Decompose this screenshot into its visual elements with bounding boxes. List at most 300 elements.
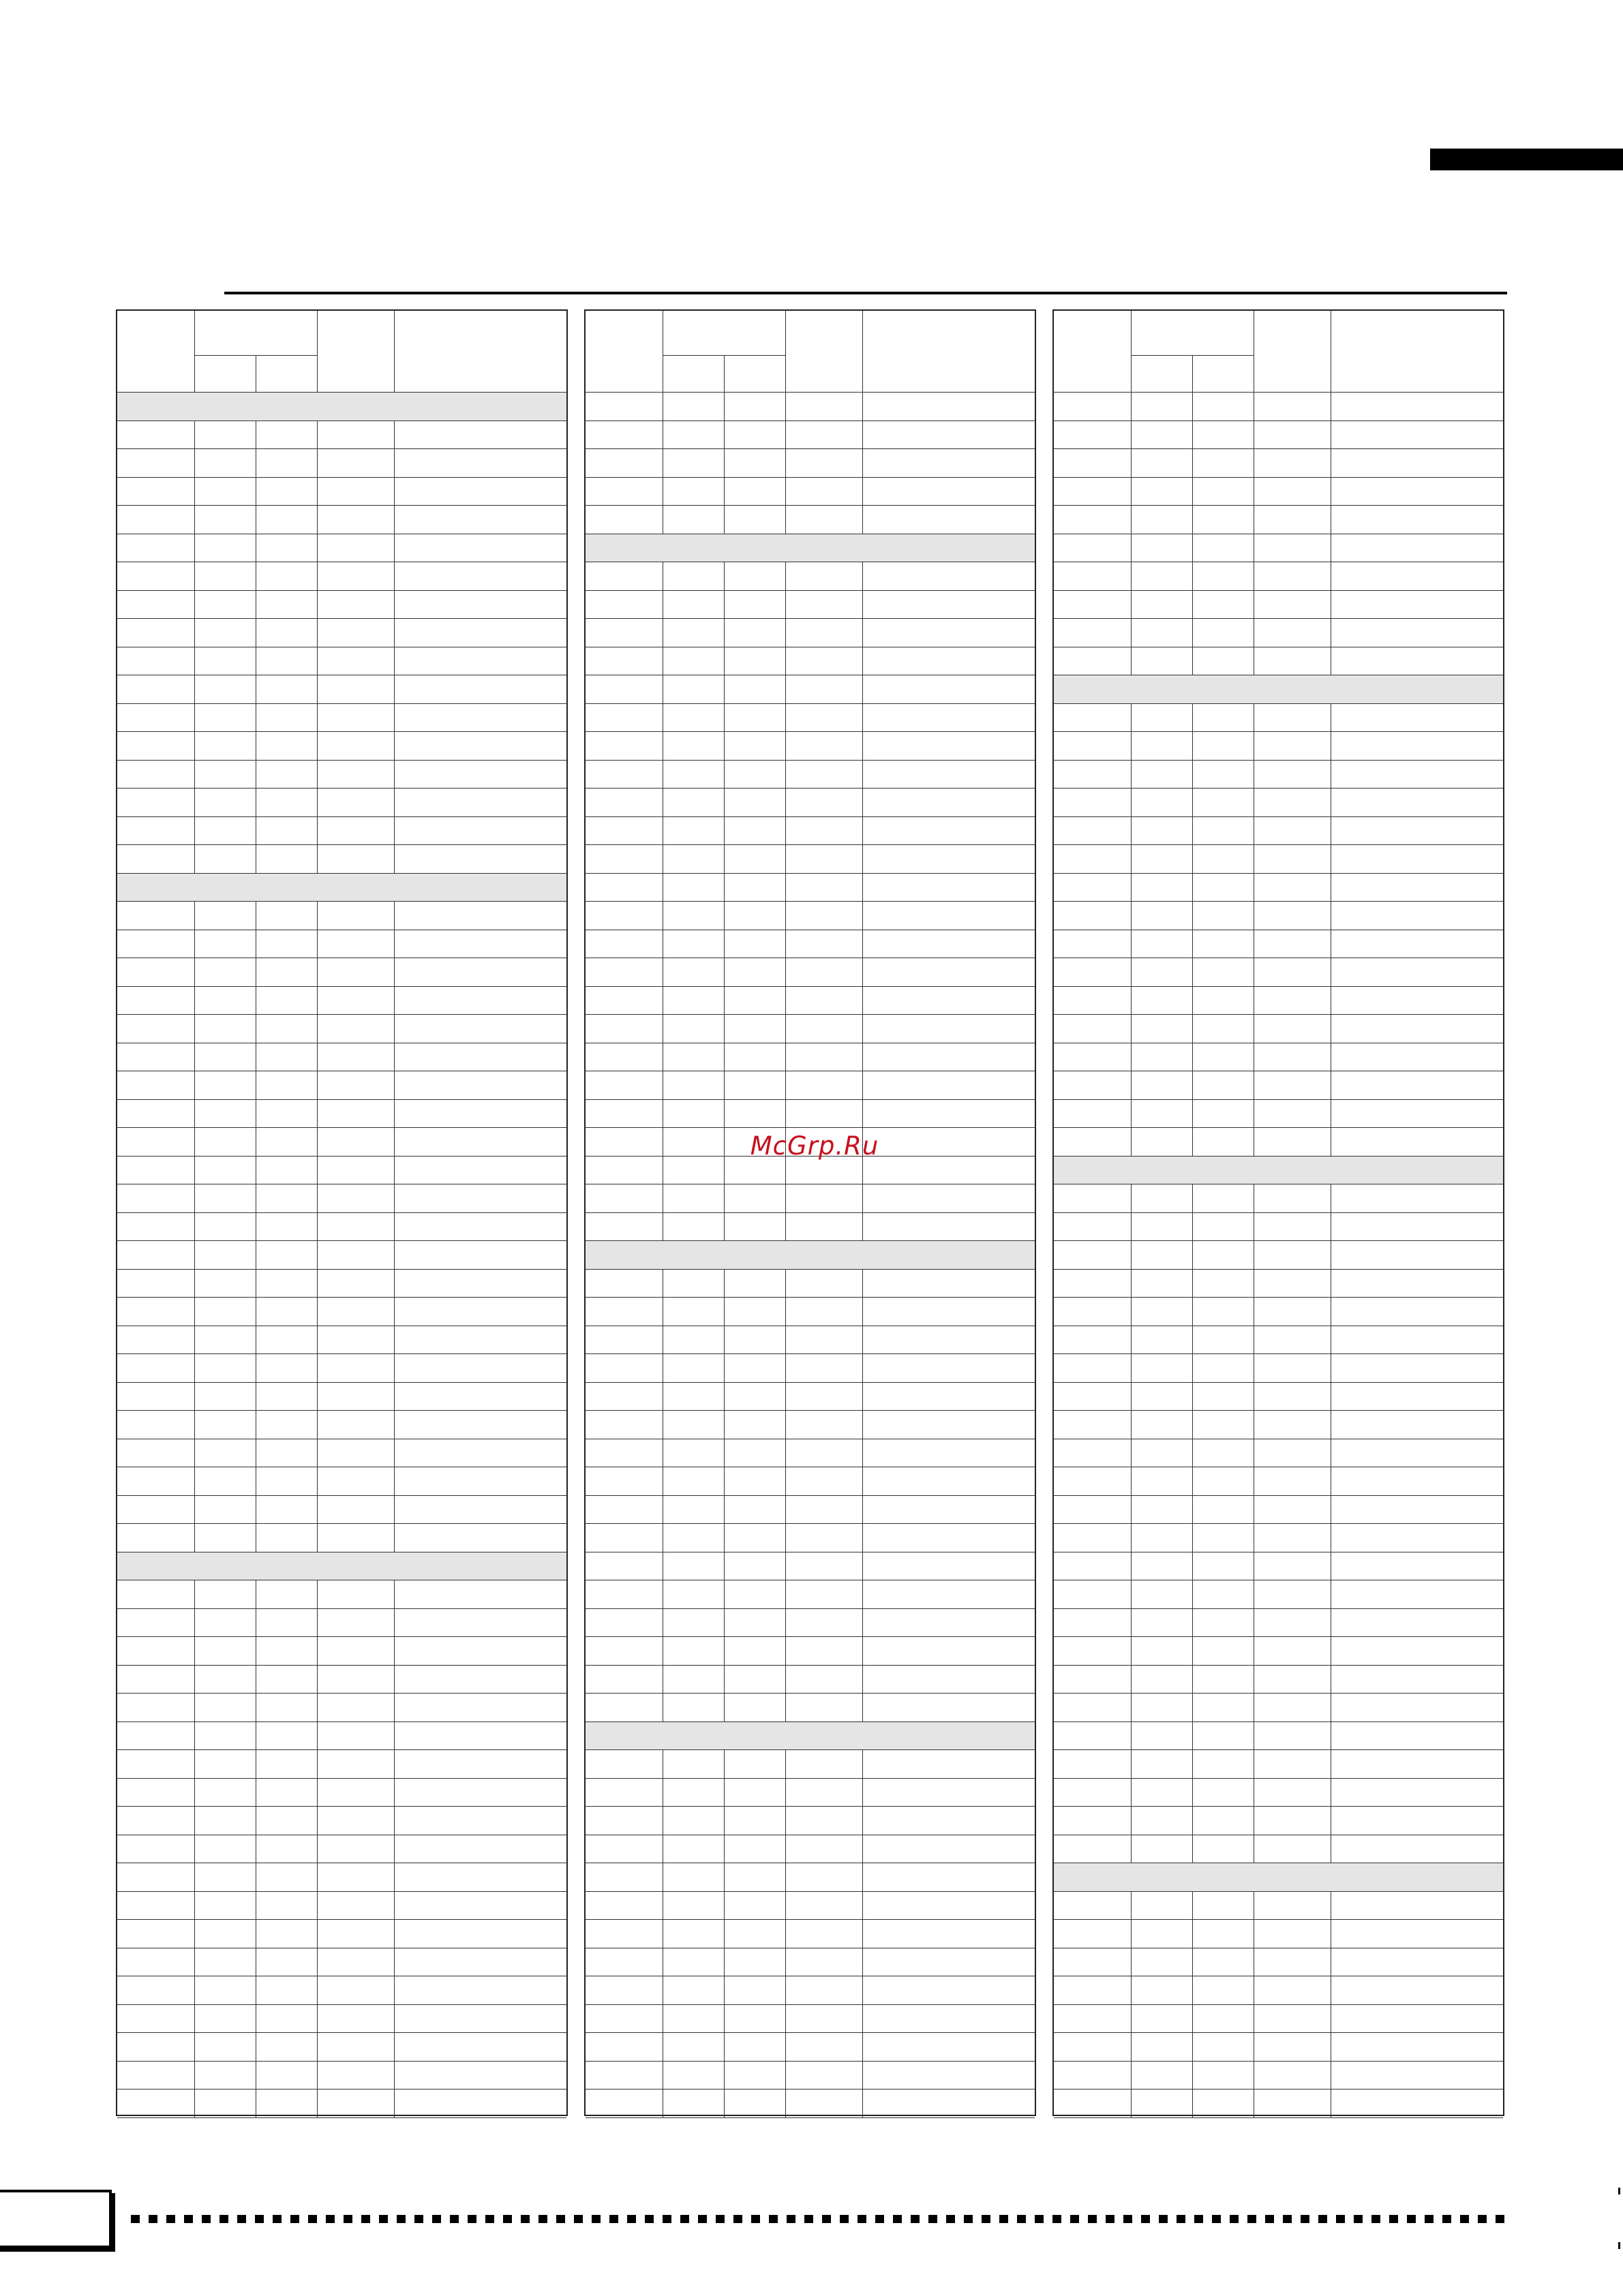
- column-divider: [785, 1694, 786, 1721]
- column-divider: [394, 478, 395, 506]
- column-divider: [194, 1439, 195, 1467]
- column-divider: [1131, 1976, 1132, 2004]
- column-divider: [317, 1184, 318, 1212]
- column-divider: [785, 1496, 786, 1524]
- column-divider: [785, 1383, 786, 1411]
- column-divider: [724, 987, 725, 1015]
- column-divider: [194, 789, 195, 816]
- column-divider: [1192, 1071, 1193, 1099]
- column-divider: [1131, 393, 1132, 420]
- column-divider: [1131, 1128, 1132, 1156]
- column-divider: [317, 1892, 318, 1920]
- column-divider: [862, 421, 863, 449]
- table-row: [586, 874, 1035, 902]
- column-divider: [1192, 732, 1193, 760]
- column-divider: [1192, 619, 1193, 647]
- table-row: [1054, 958, 1503, 987]
- table-row: [586, 1863, 1035, 1892]
- table-row: [1054, 874, 1503, 902]
- column-divider: [394, 1948, 395, 1976]
- table-middle: [584, 309, 1036, 2116]
- column-divider: [1192, 1354, 1193, 1382]
- table-row: [1054, 393, 1503, 421]
- table-row: [1054, 2033, 1503, 2062]
- column-divider: [1131, 2090, 1132, 2117]
- column-divider: [1131, 1580, 1132, 1608]
- column-divider: [317, 845, 318, 873]
- column-divider: [194, 1411, 195, 1439]
- table-row: [117, 534, 566, 563]
- column-divider: [1192, 421, 1193, 449]
- column-divider: [194, 1637, 195, 1665]
- column-divider: [317, 2033, 318, 2061]
- column-divider: [1131, 2033, 1132, 2061]
- table-row: [586, 619, 1035, 647]
- column-divider: [785, 2090, 786, 2117]
- column-divider: [724, 1694, 725, 1721]
- column-divider: [862, 1184, 863, 1212]
- column-divider: [1131, 1920, 1132, 1948]
- column-divider: [317, 902, 318, 930]
- table-row: [1054, 1580, 1503, 1609]
- column-divider: [724, 591, 725, 619]
- table-row: [586, 930, 1035, 959]
- header-column-divider: [862, 311, 863, 393]
- column-divider: [394, 902, 395, 930]
- column-divider: [317, 2062, 318, 2090]
- column-divider: [862, 1666, 863, 1694]
- table-row: [586, 1835, 1035, 1864]
- column-divider: [1131, 902, 1132, 930]
- column-divider: [194, 1043, 195, 1071]
- column-divider: [1192, 761, 1193, 789]
- table-row: [586, 647, 1035, 676]
- table-row: [117, 930, 566, 959]
- table-row: [1054, 1750, 1503, 1779]
- edge-mark: [1618, 2188, 1620, 2194]
- column-divider: [785, 393, 786, 420]
- column-divider: [1192, 789, 1193, 816]
- column-divider: [785, 1666, 786, 1694]
- column-divider: [1192, 930, 1193, 958]
- column-divider: [194, 987, 195, 1015]
- section-row: [117, 393, 566, 421]
- column-divider: [1131, 534, 1132, 562]
- column-divider: [862, 2005, 863, 2033]
- column-divider: [1192, 1637, 1193, 1665]
- column-divider: [862, 1637, 863, 1665]
- column-divider: [724, 1015, 725, 1043]
- column-divider: [194, 2005, 195, 2033]
- column-divider: [317, 1666, 318, 1694]
- column-divider: [394, 761, 395, 789]
- table-row: [117, 1015, 566, 1043]
- column-divider: [194, 1354, 195, 1382]
- table-row: [117, 619, 566, 647]
- table-row: [1054, 1100, 1503, 1129]
- column-divider: [1131, 2005, 1132, 2033]
- column-divider: [785, 1298, 786, 1326]
- column-divider: [194, 845, 195, 873]
- section-row: [1054, 1157, 1503, 1185]
- table-row: [117, 1467, 566, 1496]
- column-divider: [1192, 1580, 1193, 1608]
- table-row: [586, 987, 1035, 1015]
- column-divider: [1192, 1666, 1193, 1694]
- table-row: [1054, 1128, 1503, 1157]
- column-divider: [317, 449, 318, 477]
- column-divider: [394, 958, 395, 986]
- column-divider: [1192, 704, 1193, 732]
- column-divider: [394, 506, 395, 534]
- column-divider: [194, 619, 195, 647]
- column-divider: [1192, 2090, 1193, 2117]
- column-divider: [862, 1043, 863, 1071]
- column-divider: [1192, 1722, 1193, 1750]
- column-divider: [317, 1863, 318, 1891]
- column-divider: [194, 1750, 195, 1778]
- table-row: [586, 789, 1035, 817]
- column-divider: [1192, 845, 1193, 873]
- column-divider: [194, 1298, 195, 1326]
- table-row: [1054, 449, 1503, 478]
- column-divider: [862, 930, 863, 958]
- column-divider: [785, 675, 786, 703]
- table-row: [117, 732, 566, 761]
- column-divider: [194, 1779, 195, 1807]
- column-divider: [862, 449, 863, 477]
- column-divider: [1192, 478, 1193, 506]
- column-divider: [785, 562, 786, 590]
- column-divider: [862, 675, 863, 703]
- column-divider: [194, 1071, 195, 1099]
- column-divider: [394, 1580, 395, 1608]
- column-divider: [724, 789, 725, 816]
- column-divider: [862, 1580, 863, 1608]
- column-divider: [394, 647, 395, 675]
- column-divider: [1192, 1467, 1193, 1495]
- column-divider: [1131, 817, 1132, 845]
- column-divider: [317, 1100, 318, 1128]
- table-row: [586, 1920, 1035, 1948]
- column-divider: [724, 1666, 725, 1694]
- column-divider: [394, 1722, 395, 1750]
- table-row: [117, 1439, 566, 1468]
- column-divider: [194, 449, 195, 477]
- section-row: [117, 1552, 566, 1581]
- table-row: [586, 421, 1035, 450]
- column-divider: [862, 647, 863, 675]
- table-row: [1054, 2090, 1503, 2118]
- column-divider: [394, 1892, 395, 1920]
- column-divider: [394, 817, 395, 845]
- column-divider: [194, 478, 195, 506]
- column-divider: [785, 1609, 786, 1637]
- column-divider: [1131, 1552, 1132, 1580]
- column-divider: [785, 761, 786, 789]
- table-row: [1054, 789, 1503, 817]
- column-divider: [317, 1270, 318, 1298]
- header-rule: [224, 292, 1507, 294]
- column-divider: [1131, 478, 1132, 506]
- column-divider: [394, 1467, 395, 1495]
- corner-tab-marker: [1430, 149, 1623, 170]
- table-row: [1054, 2062, 1503, 2090]
- column-divider: [1192, 393, 1193, 420]
- column-divider: [1131, 1835, 1132, 1863]
- column-divider: [862, 1467, 863, 1495]
- column-divider: [194, 1496, 195, 1524]
- table-row: [117, 902, 566, 930]
- column-divider: [1192, 1976, 1193, 2004]
- table-row: [586, 1779, 1035, 1807]
- column-divider: [1131, 1326, 1132, 1354]
- table-row: [117, 2090, 566, 2118]
- column-divider: [394, 789, 395, 816]
- column-divider: [317, 647, 318, 675]
- column-divider: [194, 704, 195, 732]
- section-row: [1054, 1863, 1503, 1892]
- table-row: [1054, 817, 1503, 846]
- column-divider: [394, 1750, 395, 1778]
- column-divider: [862, 1779, 863, 1807]
- table-row: [117, 1609, 566, 1638]
- table-row: [1054, 1439, 1503, 1468]
- table-row: [117, 1892, 566, 1920]
- column-divider: [862, 1439, 863, 1467]
- column-divider: [862, 393, 863, 420]
- table-row: [117, 1863, 566, 1892]
- table-row: [586, 1524, 1035, 1552]
- column-divider: [394, 1976, 395, 2004]
- column-divider: [394, 2062, 395, 2090]
- column-divider: [1131, 1354, 1132, 1382]
- column-divider: [1131, 1637, 1132, 1665]
- column-divider: [862, 2033, 863, 2061]
- column-divider: [394, 1354, 395, 1382]
- column-divider: [1192, 1552, 1193, 1580]
- table-row: [586, 1184, 1035, 1213]
- table-row: [586, 2033, 1035, 2062]
- table-row: [1054, 1892, 1503, 1920]
- table-row: [1054, 1043, 1503, 1072]
- column-divider: [785, 930, 786, 958]
- table-row: [586, 1807, 1035, 1835]
- column-divider: [724, 1298, 725, 1326]
- table-row: [117, 1071, 566, 1100]
- column-divider: [317, 478, 318, 506]
- column-divider: [724, 902, 725, 930]
- column-divider: [785, 1213, 786, 1241]
- column-divider: [785, 1750, 786, 1778]
- column-divider: [1131, 1184, 1132, 1212]
- column-divider: [1131, 1100, 1132, 1128]
- column-divider: [785, 874, 786, 902]
- column-divider: [317, 1637, 318, 1665]
- table-row: [117, 1948, 566, 1977]
- section-row: [586, 1722, 1035, 1751]
- column-divider: [1131, 1666, 1132, 1694]
- column-divider: [862, 1807, 863, 1835]
- column-divider: [394, 1100, 395, 1128]
- column-divider: [785, 421, 786, 449]
- column-divider: [724, 562, 725, 590]
- table-row: [586, 1976, 1035, 2005]
- column-divider: [317, 1750, 318, 1778]
- column-divider: [724, 1524, 725, 1552]
- table-row: [117, 1779, 566, 1807]
- table-row: [117, 987, 566, 1015]
- column-divider: [1131, 1439, 1132, 1467]
- column-divider: [724, 1580, 725, 1608]
- table-row: [586, 1071, 1035, 1100]
- table-row: [117, 1157, 566, 1185]
- table-row: [117, 1354, 566, 1383]
- table-row: [1054, 1976, 1503, 2005]
- column-divider: [1192, 1779, 1193, 1807]
- table-row: [586, 1043, 1035, 1072]
- column-divider: [785, 1948, 786, 1976]
- column-divider: [317, 1128, 318, 1156]
- table-row: [1054, 1948, 1503, 1977]
- column-divider: [1192, 1609, 1193, 1637]
- table-row: [1054, 1807, 1503, 1835]
- table-row: [117, 2005, 566, 2034]
- column-divider: [194, 1467, 195, 1495]
- table-row: [586, 2005, 1035, 2034]
- column-divider: [724, 1100, 725, 1128]
- column-divider: [724, 1835, 725, 1863]
- column-divider: [1131, 930, 1132, 958]
- column-divider: [194, 1326, 195, 1354]
- table-row: [586, 2090, 1035, 2118]
- column-divider: [317, 562, 318, 590]
- table-row: [1054, 1270, 1503, 1298]
- column-divider: [724, 874, 725, 902]
- column-divider: [317, 591, 318, 619]
- column-divider: [194, 930, 195, 958]
- column-divider: [317, 1496, 318, 1524]
- header-column-divider: [785, 311, 786, 393]
- column-divider: [724, 449, 725, 477]
- table-row: [586, 1354, 1035, 1383]
- table-row: [117, 1637, 566, 1666]
- column-divider: [194, 817, 195, 845]
- column-divider: [724, 1439, 725, 1467]
- table-row: [117, 2062, 566, 2090]
- column-divider: [194, 2090, 195, 2117]
- column-divider: [724, 1071, 725, 1099]
- column-divider: [862, 506, 863, 534]
- table-row: [1054, 1015, 1503, 1043]
- column-divider: [1131, 1750, 1132, 1778]
- table-row: [117, 1920, 566, 1948]
- column-divider: [394, 1637, 395, 1665]
- column-divider: [724, 393, 725, 420]
- table-row: [1054, 2005, 1503, 2034]
- column-divider: [862, 2062, 863, 2090]
- table-row: [1054, 1722, 1503, 1751]
- column-divider: [724, 732, 725, 760]
- column-divider: [317, 1354, 318, 1382]
- column-divider: [394, 1326, 395, 1354]
- column-divider: [785, 1439, 786, 1467]
- table-row: [117, 845, 566, 874]
- column-divider: [1192, 562, 1193, 590]
- column-divider: [785, 2062, 786, 2090]
- column-divider: [194, 1128, 195, 1156]
- column-divider: [317, 506, 318, 534]
- table-row: [117, 675, 566, 704]
- column-divider: [862, 1835, 863, 1863]
- column-divider: [317, 1920, 318, 1948]
- column-divider: [1131, 1241, 1132, 1269]
- column-divider: [724, 1976, 725, 2004]
- column-divider: [317, 1807, 318, 1835]
- column-divider: [724, 1184, 725, 1212]
- column-divider: [1131, 761, 1132, 789]
- column-divider: [724, 421, 725, 449]
- column-divider: [394, 1694, 395, 1721]
- table-row: [586, 1439, 1035, 1468]
- column-divider: [862, 1552, 863, 1580]
- table-row: [117, 478, 566, 506]
- column-divider: [1131, 1694, 1132, 1721]
- table-row: [1054, 1184, 1503, 1213]
- column-divider: [785, 1071, 786, 1099]
- column-divider: [862, 1496, 863, 1524]
- column-divider: [724, 647, 725, 675]
- column-divider: [862, 1270, 863, 1298]
- column-divider: [317, 1326, 318, 1354]
- column-divider: [724, 478, 725, 506]
- column-divider: [1192, 1043, 1193, 1071]
- table-row: [586, 1637, 1035, 1666]
- column-divider: [317, 958, 318, 986]
- column-divider: [1192, 1835, 1193, 1863]
- column-divider: [317, 421, 318, 449]
- column-divider: [394, 675, 395, 703]
- column-divider: [317, 1976, 318, 2004]
- column-divider: [394, 930, 395, 958]
- column-divider: [317, 789, 318, 816]
- column-divider: [785, 1354, 786, 1382]
- column-divider: [724, 1609, 725, 1637]
- column-divider: [1131, 647, 1132, 675]
- column-divider: [394, 562, 395, 590]
- column-divider: [194, 761, 195, 789]
- table-row: [586, 478, 1035, 506]
- table-row: [1054, 1609, 1503, 1638]
- table-row: [1054, 930, 1503, 959]
- column-divider: [317, 761, 318, 789]
- header-column-divider: [317, 311, 318, 393]
- column-divider: [394, 1298, 395, 1326]
- column-divider: [317, 1835, 318, 1863]
- column-divider: [317, 1779, 318, 1807]
- column-divider: [862, 1863, 863, 1891]
- column-divider: [862, 1015, 863, 1043]
- column-divider: [724, 1326, 725, 1354]
- table-row: [586, 761, 1035, 789]
- column-divider: [194, 1213, 195, 1241]
- table-row: [117, 1694, 566, 1722]
- column-divider: [394, 619, 395, 647]
- column-divider: [785, 902, 786, 930]
- table-row: [586, 1467, 1035, 1496]
- column-divider: [194, 1580, 195, 1608]
- column-divider: [394, 1043, 395, 1071]
